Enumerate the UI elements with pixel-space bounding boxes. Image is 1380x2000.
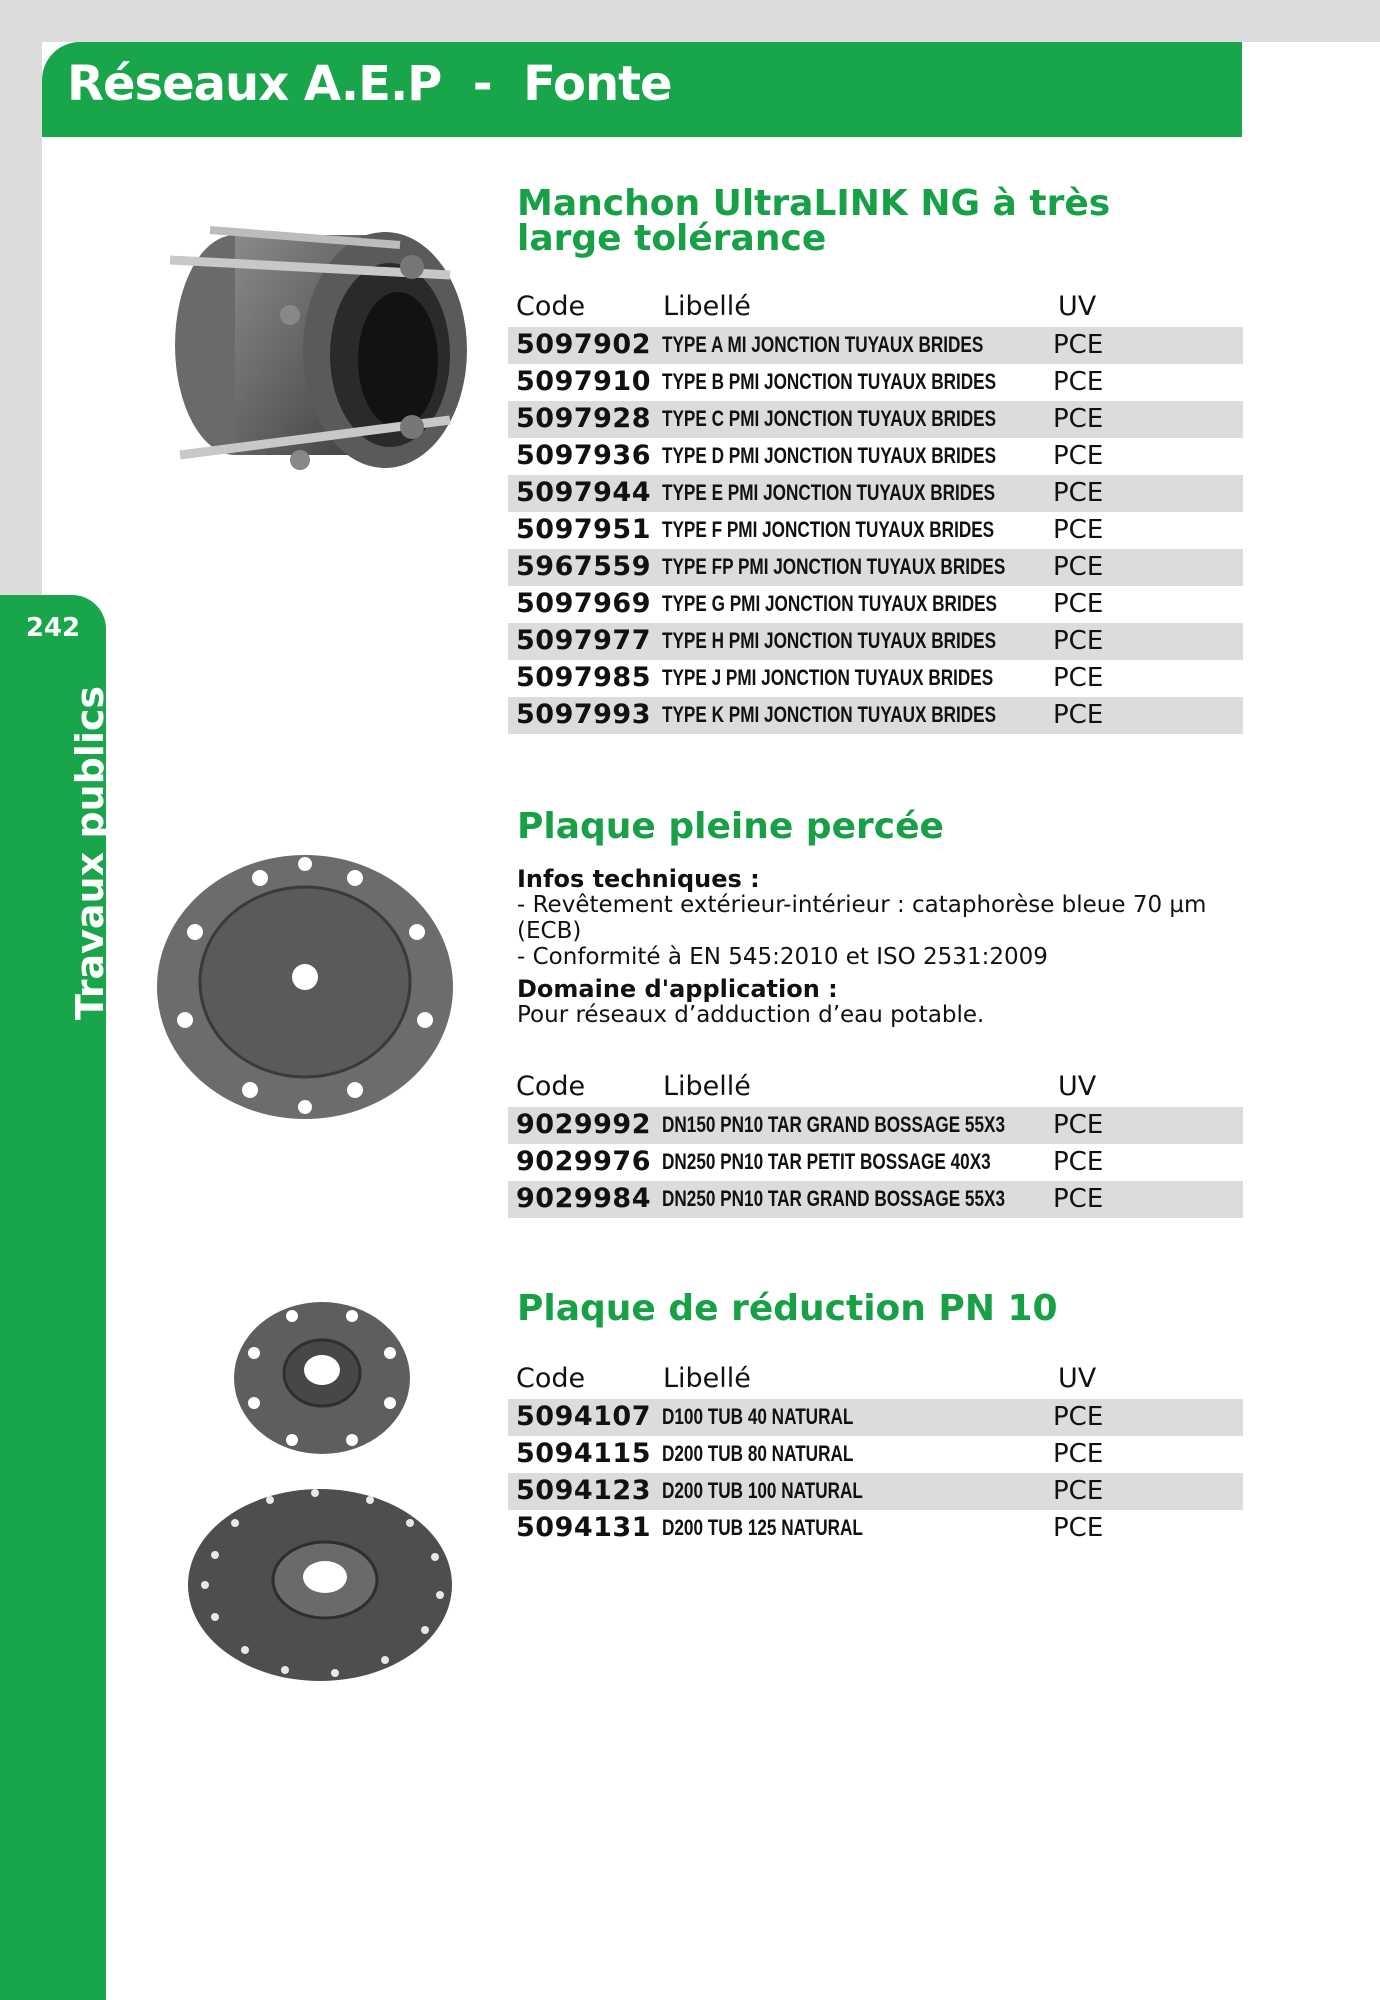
- row-libelle: TYPE FP PMI JONCTION TUYAUX BRIDES: [662, 554, 1006, 579]
- row-libelle: TYPE F PMI JONCTION TUYAUX BRIDES: [662, 517, 995, 542]
- row-uv: PCE: [1053, 552, 1104, 582]
- row-code: 5094115: [516, 1438, 652, 1469]
- infos-line: - Conformité à EN 545:2010 et ISO 2531:2009: [517, 944, 1048, 970]
- table-row: [508, 438, 1243, 475]
- row-code: 5097928: [516, 403, 652, 434]
- table-manchon: [508, 291, 1243, 734]
- row-code: 5097985: [516, 662, 652, 693]
- table-row: [508, 401, 1243, 438]
- row-uv: PCE: [1053, 441, 1104, 471]
- infos-line: (ECB): [517, 918, 582, 944]
- row-libelle: TYPE D PMI JONCTION TUYAUX BRIDES: [662, 443, 997, 468]
- table-row: [508, 1144, 1243, 1181]
- domaine-text: Pour réseaux d’adduction d’eau potable.: [517, 1002, 985, 1028]
- row-libelle: D100 TUB 40 NATURAL: [662, 1404, 854, 1429]
- row-uv: PCE: [1053, 589, 1104, 619]
- technical-info: [517, 866, 1237, 1028]
- table-row: [508, 1436, 1243, 1473]
- header-banner: [42, 42, 1242, 137]
- row-libelle: TYPE H PMI JONCTION TUYAUX BRIDES: [662, 628, 997, 653]
- row-libelle: DN250 PN10 TAR GRAND BOSSAGE 55X3: [662, 1186, 1005, 1211]
- row-uv: PCE: [1053, 367, 1104, 397]
- row-code: 5097944: [516, 477, 652, 508]
- row-code: 9029976: [516, 1146, 652, 1177]
- column-header-code: Code: [516, 291, 586, 322]
- table-row: [508, 586, 1243, 623]
- row-libelle: TYPE A MI JONCTION TUYAUX BRIDES: [662, 332, 984, 357]
- row-code: 5097902: [516, 329, 652, 360]
- row-uv: PCE: [1053, 700, 1104, 730]
- row-uv: PCE: [1053, 404, 1104, 434]
- row-uv: PCE: [1053, 1439, 1104, 1469]
- column-header-code: Code: [516, 1071, 586, 1102]
- left-gray-band: [0, 0, 42, 600]
- table-row: [508, 475, 1243, 512]
- row-code: 5967559: [516, 551, 652, 582]
- row-libelle: D200 TUB 125 NATURAL: [662, 1515, 863, 1540]
- plaque-reduction-small-image: [232, 1298, 412, 1458]
- row-code: 5094123: [516, 1475, 652, 1506]
- table-header: [508, 1363, 1243, 1399]
- column-header-libelle: Libellé: [663, 291, 751, 322]
- row-uv: PCE: [1053, 1402, 1104, 1432]
- side-tab-label: Travaux publics: [68, 686, 112, 1020]
- table-row: [508, 364, 1243, 401]
- row-uv: PCE: [1053, 1513, 1104, 1543]
- row-code: 5094107: [516, 1401, 652, 1432]
- row-libelle: TYPE G PMI JONCTION TUYAUX BRIDES: [662, 591, 997, 616]
- table-row: [508, 1473, 1243, 1510]
- section-title-plaque-pleine: Plaque pleine percée: [517, 806, 944, 847]
- row-uv: PCE: [1053, 1147, 1104, 1177]
- table-plaque-pleine: [508, 1071, 1243, 1218]
- plaque-pleine-image: [155, 852, 455, 1122]
- row-code: 5097969: [516, 588, 652, 619]
- table-row: [508, 1510, 1243, 1547]
- page-number: 242: [25, 613, 81, 643]
- row-uv: PCE: [1053, 626, 1104, 656]
- top-gray-band: [0, 0, 1380, 42]
- section-title-plaque-reduction: Plaque de réduction PN 10: [517, 1288, 1058, 1329]
- table-header: [508, 1071, 1243, 1107]
- column-header-uv: UV: [1058, 1363, 1097, 1394]
- row-libelle: TYPE C PMI JONCTION TUYAUX BRIDES: [662, 406, 997, 431]
- table-row: [508, 1107, 1243, 1144]
- row-code: 9029992: [516, 1109, 652, 1140]
- ultralink-coupling-image: [150, 205, 470, 495]
- row-code: 5097936: [516, 440, 652, 471]
- column-header-code: Code: [516, 1363, 586, 1394]
- row-uv: PCE: [1053, 1110, 1104, 1140]
- column-header-uv: UV: [1058, 291, 1097, 322]
- table-header: [508, 291, 1243, 327]
- table-row: [508, 327, 1243, 364]
- table-row: [508, 623, 1243, 660]
- row-code: 5097977: [516, 625, 652, 656]
- row-uv: PCE: [1053, 663, 1104, 693]
- row-libelle: TYPE K PMI JONCTION TUYAUX BRIDES: [662, 702, 997, 727]
- table-plaque-reduction: [508, 1363, 1243, 1547]
- row-uv: PCE: [1053, 515, 1104, 545]
- row-libelle: DN150 PN10 TAR GRAND BOSSAGE 55X3: [662, 1112, 1005, 1137]
- column-header-libelle: Libellé: [663, 1071, 751, 1102]
- row-code: 5097993: [516, 699, 652, 730]
- table-row: [508, 1181, 1243, 1218]
- plaque-reduction-large-image: [185, 1485, 455, 1685]
- table-row: [508, 1399, 1243, 1436]
- infos-line: - Revêtement extérieur-intérieur : cataphorèse bleue 70 µm: [517, 892, 1207, 918]
- row-uv: PCE: [1053, 1184, 1104, 1214]
- table-row: [508, 512, 1243, 549]
- row-code: 9029984: [516, 1183, 652, 1214]
- row-libelle: D200 TUB 100 NATURAL: [662, 1478, 863, 1503]
- section-title-manchon: Manchon UltraLINK NG à très large tolérance: [517, 183, 1111, 259]
- row-code: 5094131: [516, 1512, 652, 1543]
- row-libelle: D200 TUB 80 NATURAL: [662, 1441, 854, 1466]
- row-libelle: TYPE E PMI JONCTION TUYAUX BRIDES: [662, 480, 996, 505]
- row-libelle: DN250 PN10 TAR PETIT BOSSAGE 40X3: [662, 1149, 991, 1174]
- row-libelle: TYPE B PMI JONCTION TUYAUX BRIDES: [662, 369, 997, 394]
- row-uv: PCE: [1053, 1476, 1104, 1506]
- page-title: Réseaux A.E.P - Fonte: [67, 56, 672, 112]
- row-code: 5097910: [516, 366, 652, 397]
- table-row: [508, 660, 1243, 697]
- domaine-heading: Domaine d'application :: [517, 975, 838, 1003]
- row-libelle: TYPE J PMI JONCTION TUYAUX BRIDES: [662, 665, 994, 690]
- column-header-libelle: Libellé: [663, 1363, 751, 1394]
- row-code: 5097951: [516, 514, 652, 545]
- row-uv: PCE: [1053, 478, 1104, 508]
- row-uv: PCE: [1053, 330, 1104, 360]
- column-header-uv: UV: [1058, 1071, 1097, 1102]
- table-row: [508, 549, 1243, 586]
- infos-heading: Infos techniques :: [517, 865, 760, 893]
- table-row: [508, 697, 1243, 734]
